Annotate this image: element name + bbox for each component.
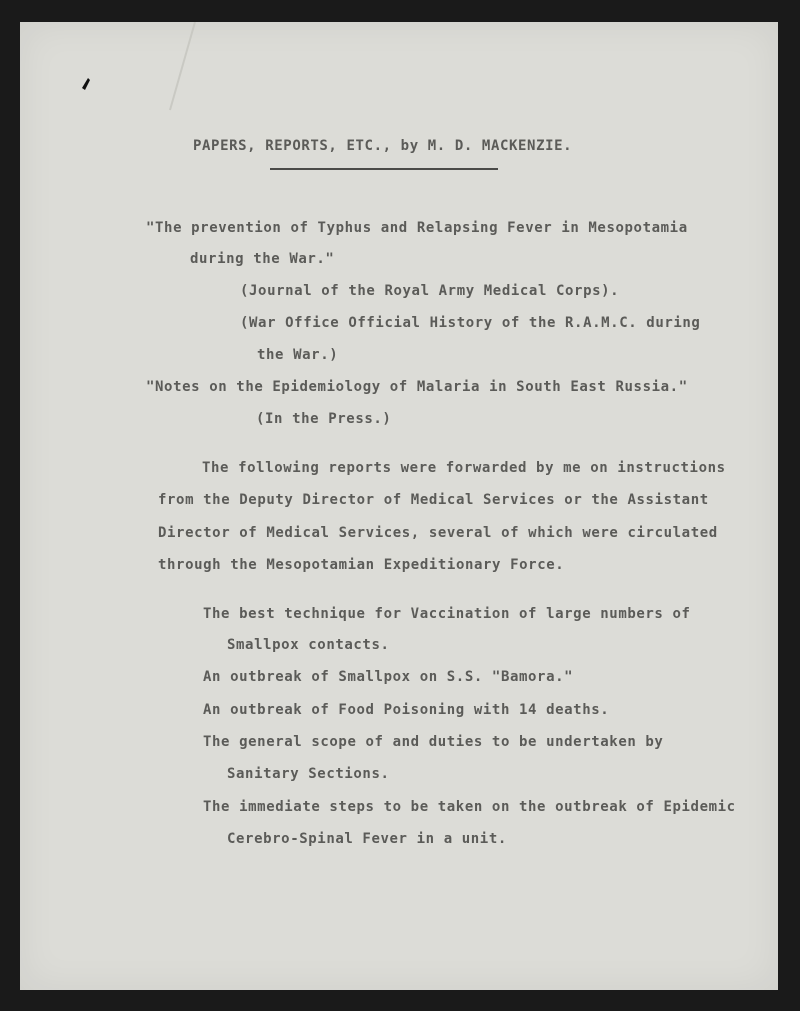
ink-mark-icon <box>82 78 90 90</box>
report-list-line: An outbreak of Smallpox on S.S. "Bamora." <box>203 669 574 685</box>
publication-line: the War.) <box>257 347 339 363</box>
report-list-line: Smallpox contacts. <box>227 637 390 653</box>
report-list-line: An outbreak of Food Poisoning with 14 deaths. <box>203 702 610 718</box>
intro-paragraph-line: through the Mesopotamian Expeditionary Force. <box>158 557 565 573</box>
publication-line: (In the Press.) <box>256 411 392 427</box>
heading-underline <box>270 168 498 170</box>
intro-paragraph-line: Director of Medical Services, several of which were circulated <box>158 525 718 541</box>
report-list-line: The best technique for Vaccination of large numbers of <box>203 606 691 622</box>
report-list-line: The general scope of and duties to be undertaken by <box>203 734 664 750</box>
document-heading: PAPERS, REPORTS, ETC., by M. D. MACKENZIE. <box>193 138 573 154</box>
report-list-line: Sanitary Sections. <box>227 766 390 782</box>
publication-line: during the War." <box>190 251 335 267</box>
report-list-line: The immediate steps to be taken on the outbreak of Epidemic <box>203 799 736 815</box>
report-list-line: Cerebro-Spinal Fever in a unit. <box>227 831 507 847</box>
publication-line: "Notes on the Epidemiology of Malaria in South East Russia." <box>146 379 688 395</box>
publication-line: "The prevention of Typhus and Relapsing Fever in Mesopotamia <box>146 220 688 236</box>
publication-line: (War Office Official History of the R.A.M.C. during <box>240 315 701 331</box>
intro-paragraph-line: from the Deputy Director of Medical Services or the Assistant <box>158 492 709 508</box>
publication-line: (Journal of the Royal Army Medical Corps). <box>240 283 620 299</box>
intro-paragraph-line: The following reports were forwarded by me on instructions <box>202 460 726 476</box>
